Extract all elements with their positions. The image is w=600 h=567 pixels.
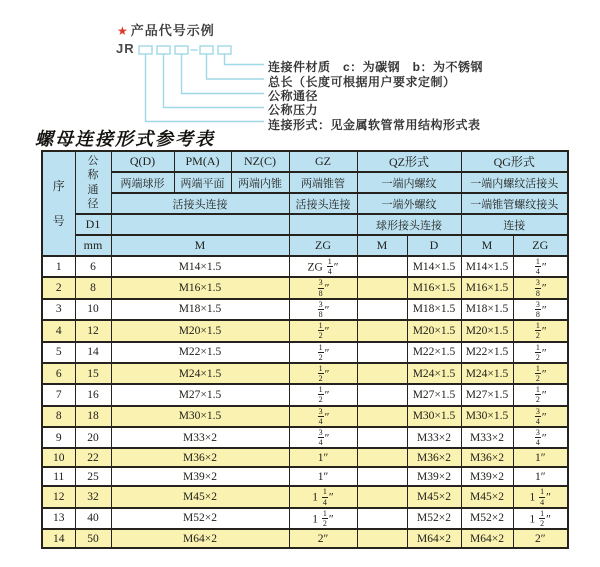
- fraction: $\frac{3}{4}$: [318, 406, 323, 426]
- table-cell: 22: [75, 448, 111, 467]
- table-cell: $\frac{3}{8}$ ″: [289, 299, 357, 320]
- code-box: [157, 46, 170, 54]
- fraction: $\frac{1}{4}$: [327, 257, 332, 277]
- table-cell: 13: [42, 508, 75, 529]
- table-cell: $\frac{1}{2}$ ″: [513, 342, 568, 363]
- table-cell: 4: [42, 320, 75, 341]
- header-row-joint-types: [42, 193, 568, 214]
- table-cell: M33×2: [111, 427, 289, 448]
- gz-ends: 两端锥管: [289, 172, 357, 193]
- table-cell: 1″: [513, 467, 568, 486]
- unit-qz-d: D: [407, 235, 461, 256]
- table-cell: 1 $\frac{1}{4}$ ″: [289, 486, 357, 507]
- table-cell: $\frac{3}{4}$ ″: [513, 427, 568, 448]
- table-row: [42, 467, 568, 486]
- fraction: $\frac{1}{2}$: [318, 321, 323, 341]
- table-cell: M22×1.5: [111, 342, 289, 363]
- table-cell: 16: [75, 384, 111, 405]
- table-cell: $\frac{1}{2}$ ″: [289, 363, 357, 384]
- table-cell: M24×1.5: [461, 363, 513, 384]
- table-cell: [357, 406, 407, 427]
- table-cell: M30×1.5: [461, 406, 513, 427]
- table-cell: M52×2: [461, 508, 513, 529]
- header-row-units: [42, 235, 568, 256]
- table-cell: $\frac{1}{2}$ ″: [289, 384, 357, 405]
- table-cell: 15: [75, 363, 111, 384]
- callout-label-pressure: 公称压力: [268, 103, 319, 117]
- fraction: $\frac{1}{2}$: [318, 342, 323, 362]
- table-cell: M52×2: [111, 508, 289, 529]
- table-row: [42, 342, 568, 363]
- table-cell: M36×2: [461, 448, 513, 467]
- col-header-pma: PM(A): [174, 151, 231, 172]
- fraction: $\frac{1}{2}$: [535, 385, 540, 405]
- callout-line: [225, 54, 265, 65]
- callout-label-material: 连接件材质 c：为碳钢 b：为不锈钢: [268, 60, 484, 74]
- table-cell: 1 $\frac{1}{2}$ ″: [289, 508, 357, 529]
- fraction: $\frac{1}{2}$: [318, 385, 323, 405]
- table-cell: 1 $\frac{1}{2}$ ″: [513, 508, 568, 529]
- table-cell: M18×1.5: [407, 299, 461, 320]
- table-cell: 2: [42, 277, 75, 298]
- table-cell: 50: [75, 529, 111, 548]
- table-cell: $\frac{3}{4}$ ″: [289, 427, 357, 448]
- table-cell: 6: [75, 256, 111, 277]
- fraction: $\frac{3}{8}$: [535, 278, 540, 298]
- seq-label: 序号: [52, 178, 65, 228]
- table-cell: 8: [42, 406, 75, 427]
- callout-line: [182, 54, 265, 94]
- table-cell: M45×2: [407, 486, 461, 507]
- qd-ends: 两端球形: [111, 172, 174, 193]
- code-box: [200, 46, 213, 54]
- table-row: [42, 256, 568, 277]
- star-icon: ★: [117, 24, 129, 38]
- table-body: [42, 256, 568, 548]
- unit-m: M: [111, 235, 289, 256]
- table-cell: 20: [75, 427, 111, 448]
- nut-connection-table: [41, 150, 569, 549]
- table-cell: 12: [42, 486, 75, 507]
- col-header-qd: Q(D): [111, 151, 174, 172]
- table-cell: M18×1.5: [111, 299, 289, 320]
- table-cell: M33×2: [461, 427, 513, 448]
- table-cell: 1 $\frac{1}{4}$ ″: [513, 486, 568, 507]
- callout-label-diameter: 公称通径: [268, 89, 319, 103]
- table-row: [42, 363, 568, 384]
- col-header-qz: QZ形式: [357, 151, 461, 172]
- table-cell: [357, 342, 407, 363]
- table-cell: M64×2: [111, 529, 289, 548]
- table-cell: M27×1.5: [407, 384, 461, 405]
- table-cell: M27×1.5: [111, 384, 289, 405]
- fraction: $\frac{1}{2}$: [535, 342, 540, 362]
- table-cell: 40: [75, 508, 111, 529]
- table-cell: [357, 363, 407, 384]
- col-header-seq: [42, 151, 75, 256]
- table-cell: $\frac{3}{4}$ ″: [289, 406, 357, 427]
- unit-mm: mm: [75, 235, 111, 256]
- header-row-end-types: [42, 172, 568, 193]
- table-cell: M24×1.5: [111, 363, 289, 384]
- col-header-gz: GZ: [289, 151, 357, 172]
- table-cell: [357, 508, 407, 529]
- fraction: $\frac{1}{2}$: [318, 363, 323, 384]
- fraction: $\frac{1}{4}$: [540, 487, 545, 507]
- table-cell: $\frac{1}{4}$ ″: [513, 256, 568, 277]
- code-box: [218, 46, 231, 54]
- table-cell: 9: [42, 427, 75, 448]
- table-cell: M39×2: [461, 467, 513, 486]
- qz-joint: 球形接头连接: [357, 214, 461, 235]
- table-cell: 10: [75, 299, 111, 320]
- unit-qg-zg: ZG: [513, 235, 568, 256]
- diagram-heading-text: 产品代号示例: [130, 23, 215, 38]
- table-row: [42, 384, 568, 405]
- fraction: $\frac{1}{2}$: [535, 321, 540, 341]
- table-row: [42, 486, 568, 507]
- table-row: [42, 508, 568, 529]
- table-cell: M22×1.5: [461, 342, 513, 363]
- qg-joint: 连接: [461, 214, 568, 235]
- table-row: [42, 406, 568, 427]
- table-cell: $\frac{3}{8}$ ″: [289, 277, 357, 298]
- table-cell: M45×2: [111, 486, 289, 507]
- table-cell: M20×1.5: [111, 320, 289, 341]
- qg-end2: 一端锥管螺纹接头: [461, 193, 568, 214]
- table-cell: 12: [75, 320, 111, 341]
- col-header-dn: [75, 151, 111, 214]
- table-cell: $\frac{3}{8}$ ″: [513, 277, 568, 298]
- fraction: $\frac{1}{2}$: [540, 508, 545, 528]
- dn-label: 公称通径: [87, 154, 99, 210]
- callout-label-connection: 连接形式：见金属软管常用结构形式表: [268, 117, 481, 132]
- table-row: [42, 448, 568, 467]
- table-cell: $\frac{1}{2}$ ″: [289, 342, 357, 363]
- table-cell: M45×2: [461, 486, 513, 507]
- table-cell: 1″: [289, 448, 357, 467]
- table-cell: 11: [42, 467, 75, 486]
- table-cell: M14×1.5: [407, 256, 461, 277]
- table-cell: 5: [42, 342, 75, 363]
- table-cell: 1″: [289, 467, 357, 486]
- table-cell: 32: [75, 486, 111, 507]
- header-row-codes: [42, 151, 568, 172]
- pma-ends: 两端平面: [174, 172, 231, 193]
- union-joint: 活接头连接: [111, 193, 289, 214]
- table-cell: M64×2: [407, 529, 461, 548]
- unit-qz-m: M: [357, 235, 407, 256]
- col-header-nzc: NZ(C): [231, 151, 289, 172]
- table-cell: [357, 384, 407, 405]
- d1-label: D1: [75, 214, 111, 235]
- table-cell: M52×2: [407, 508, 461, 529]
- product-code-diagram: [0, 0, 600, 135]
- table-cell: M39×2: [111, 467, 289, 486]
- table-cell: $\frac{1}{2}$ ″: [289, 320, 357, 341]
- fraction: $\frac{3}{8}$: [318, 278, 323, 298]
- callout-label-length: 总长（长度可根据用户要求定制）: [268, 74, 456, 89]
- qg-end1: 一端内螺纹活接头: [461, 172, 568, 193]
- code-box: [139, 46, 152, 54]
- table-cell: 14: [42, 529, 75, 548]
- table-cell: M22×1.5: [407, 342, 461, 363]
- table-cell: [357, 299, 407, 320]
- table-cell: $\frac{1}{2}$ ″: [513, 363, 568, 384]
- table-cell: 7: [42, 384, 75, 405]
- table-row: [42, 277, 568, 298]
- unit-qg-m: M: [461, 235, 513, 256]
- table-cell: M64×2: [461, 529, 513, 548]
- table-cell: M30×1.5: [407, 406, 461, 427]
- qz-end1: 一端内螺纹: [357, 172, 461, 193]
- table-cell: M16×1.5: [461, 277, 513, 298]
- table-cell: 25: [75, 467, 111, 486]
- nzc-ends: 两端内锥: [231, 172, 289, 193]
- gz-joint: 活接头连接: [289, 193, 357, 214]
- table-cell: 2″: [289, 529, 357, 548]
- table-cell: M20×1.5: [407, 320, 461, 341]
- table-cell: M18×1.5: [461, 299, 513, 320]
- table-cell: $\frac{3}{8}$ ″: [513, 299, 568, 320]
- table-cell: [357, 256, 407, 277]
- table-cell: M36×2: [407, 448, 461, 467]
- table-cell: [357, 467, 407, 486]
- table-cell: 2″: [513, 529, 568, 548]
- table-cell: [357, 427, 407, 448]
- d1-empty-left: [111, 214, 289, 235]
- qz-end2: 一端外螺纹: [357, 193, 461, 214]
- table-row: [42, 529, 568, 548]
- code-box: [175, 46, 188, 54]
- table-cell: M30×1.5: [111, 406, 289, 427]
- table-cell: 1: [42, 256, 75, 277]
- table-cell: 8: [75, 277, 111, 298]
- fraction: $\frac{3}{4}$: [535, 428, 540, 448]
- table-cell: $\frac{1}{2}$ ″: [513, 320, 568, 341]
- table-cell: 14: [75, 342, 111, 363]
- fraction: $\frac{1}{2}$: [535, 363, 540, 384]
- table-cell: 3: [42, 299, 75, 320]
- fraction: $\frac{3}{4}$: [535, 406, 540, 426]
- table-cell: M16×1.5: [407, 277, 461, 298]
- col-header-qg: QG形式: [461, 151, 568, 172]
- fraction: $\frac{1}{2}$: [322, 508, 327, 528]
- table-cell: M27×1.5: [461, 384, 513, 405]
- table-cell: M39×2: [407, 467, 461, 486]
- table-cell: $\frac{1}{2}$ ″: [513, 384, 568, 405]
- table-cell: M20×1.5: [461, 320, 513, 341]
- table-cell: M14×1.5: [461, 256, 513, 277]
- table-cell: [357, 448, 407, 467]
- table-cell: M33×2: [407, 427, 461, 448]
- fraction: $\frac{3}{4}$: [318, 428, 323, 448]
- table-row: [42, 299, 568, 320]
- table-cell: M14×1.5: [111, 256, 289, 277]
- table-cell: 1″: [513, 448, 568, 467]
- table-cell: M36×2: [111, 448, 289, 467]
- fraction: $\frac{3}{8}$: [318, 299, 323, 319]
- table-cell: [357, 529, 407, 548]
- unit-gz-zg: ZG: [289, 235, 357, 256]
- table-cell: [357, 277, 407, 298]
- table-cell: ZG $\frac{1}{4}$ ″: [289, 256, 357, 277]
- fraction: $\frac{3}{8}$: [535, 299, 540, 319]
- table-cell: 6: [42, 363, 75, 384]
- fraction: $\frac{1}{4}$: [322, 487, 327, 507]
- table-row: [42, 320, 568, 341]
- d1-empty-gz: [289, 214, 357, 235]
- table-cell: 18: [75, 406, 111, 427]
- table-cell: [357, 486, 407, 507]
- table-cell: M16×1.5: [111, 277, 289, 298]
- table-row: [42, 427, 568, 448]
- header-row-d1: [42, 214, 568, 235]
- table-header: [42, 151, 568, 256]
- code-prefix: JR: [116, 41, 135, 56]
- table-title: 螺母连接形式参考表: [35, 129, 215, 149]
- table-cell: $\frac{3}{4}$ ″: [513, 406, 568, 427]
- fraction: $\frac{1}{4}$: [535, 257, 540, 277]
- table-cell: [357, 320, 407, 341]
- table-cell: M24×1.5: [407, 363, 461, 384]
- callout-line: [164, 54, 265, 108]
- callout-line: [207, 54, 265, 79]
- table-cell: 10: [42, 448, 75, 467]
